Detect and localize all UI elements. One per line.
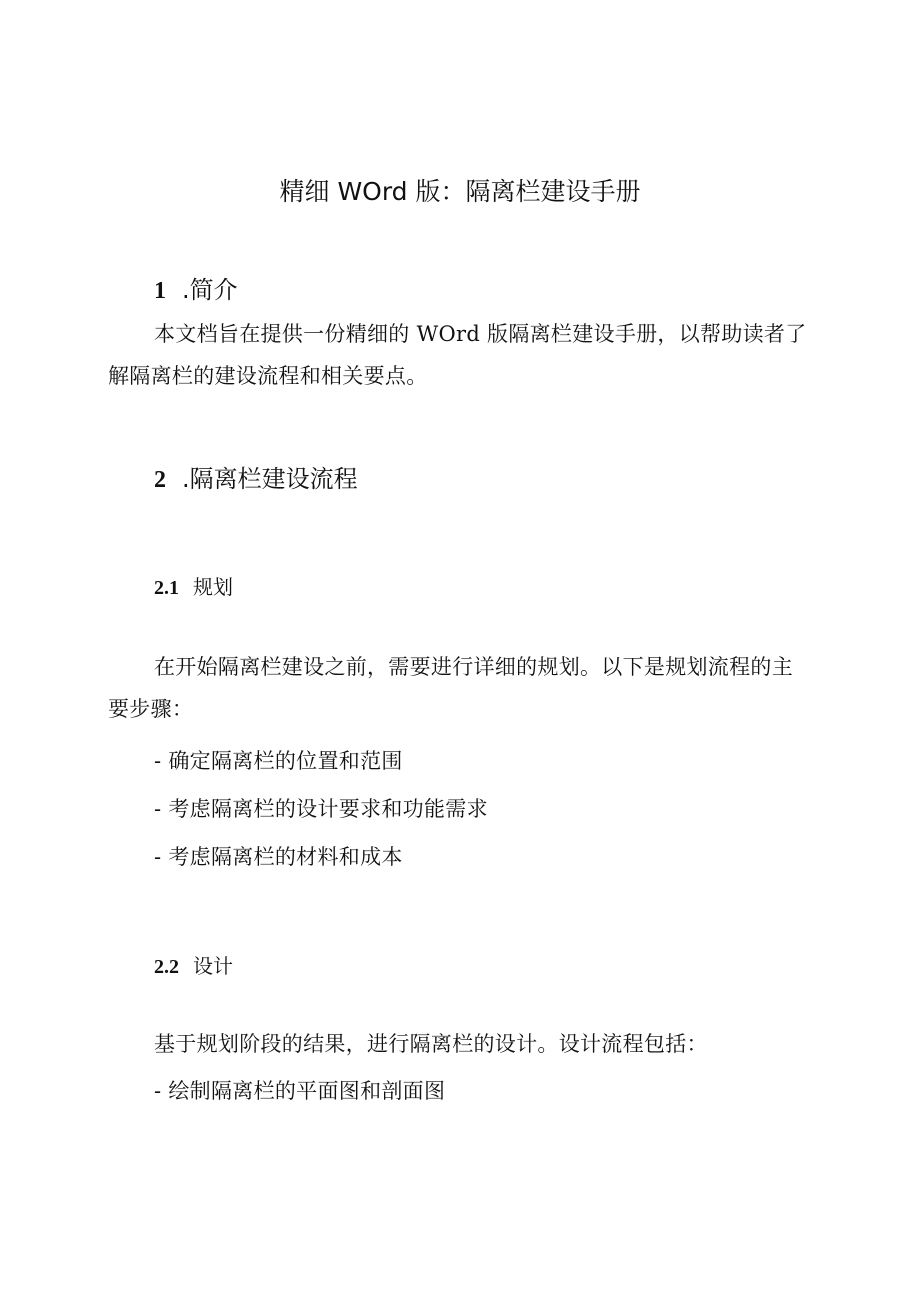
section-2-number: 2 xyxy=(154,467,166,493)
list-item: - 确定隔离栏的位置和范围 xyxy=(154,749,403,773)
subsection-2-1-heading xyxy=(154,572,233,603)
list-item: - 绘制隔离栏的平面图和剖面图 xyxy=(154,1079,446,1103)
list-item: - 考虑隔离栏的材料和成本 xyxy=(154,845,403,869)
section-1-title: .简介 xyxy=(182,276,238,304)
subsection-2-2-number: 2.2 xyxy=(154,956,179,978)
document-title: 精细 WOrd 版：隔离栏建设手册 xyxy=(279,177,641,206)
subsection-2-1-number: 2.1 xyxy=(154,577,179,599)
list-item: - 考虑隔离栏的设计要求和功能需求 xyxy=(154,797,488,821)
section-1-heading xyxy=(154,272,238,309)
section-2-heading xyxy=(154,461,358,498)
subsection-2-2-paragraph: 基于规划阶段的结果，进行隔离栏的设计。设计流程包括： xyxy=(154,1032,708,1056)
subsection-2-2-heading xyxy=(154,951,233,982)
subsection-2-1-title: 规划 xyxy=(193,575,233,599)
subsection-2-2-title: 设计 xyxy=(193,954,233,978)
section-2-title: .隔离栏建设流程 xyxy=(182,465,358,493)
section-1-number: 1 xyxy=(154,278,166,304)
subsection-2-1-paragraph: 在开始隔离栏建设之前，需要进行详细的规划。以下是规划流程的主要步骤： xyxy=(108,655,793,721)
section-1-paragraph: 本文档旨在提供一份精细的 WOrd 版隔离栏建设手册，以帮助读者了解隔离栏的建设流程和相关要点。 xyxy=(108,322,807,388)
